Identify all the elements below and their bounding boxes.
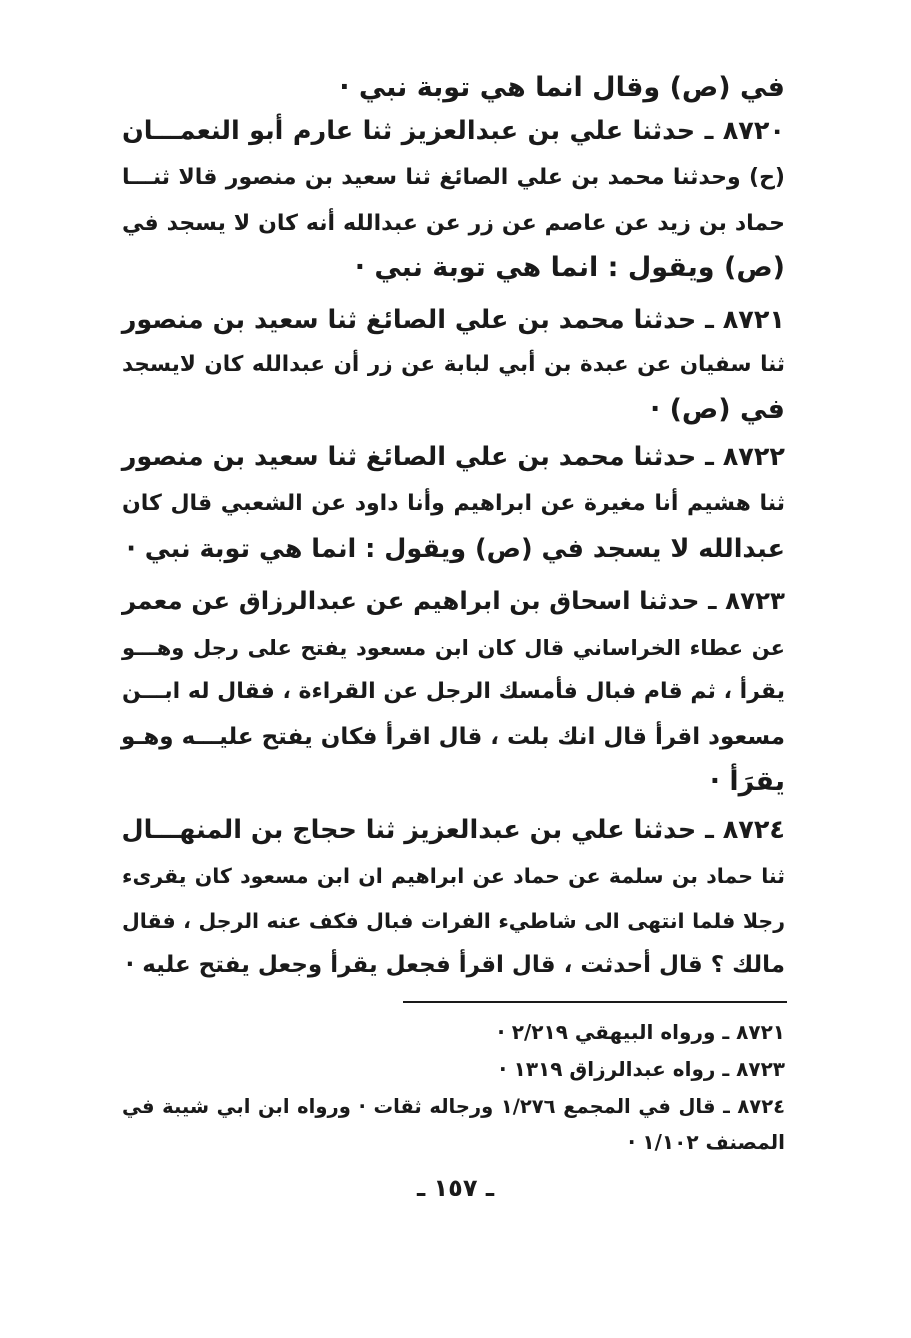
hadith-8720-line: ٨٧٢٠ ـ حدثنا علي بن عبدالعزيز ثنا عارم أبو النعمـــان [122, 116, 785, 146]
footnote-8723: ٨٧٢٣ ـ رواه عبدالرزاق ١٣١٩ · [499, 1057, 785, 1081]
footnote-8724-continued: المصنف ١/١٠٢ · [627, 1130, 785, 1154]
hadith-8721-line: ٨٧٢١ ـ حدثنا محمد بن علي الصائغ ثنا سعيد بن منصور [121, 305, 785, 335]
text-line: يقرَأ · [709, 766, 785, 797]
text-line: في (ص) · [649, 394, 785, 425]
text-line: ثنا سفيان عن عبدة بن أبي لبابة عن زر أن عبدالله كان لايسجد [122, 352, 785, 377]
text-line: (ح) وحدثنا محمد بن علي الصائغ ثنا سعيد بن منصور قالا ثنـــا [122, 165, 785, 190]
page-number: ـ ١٥٧ ـ [416, 1174, 495, 1202]
footnote-divider [403, 1001, 787, 1003]
text-line: عبدالله لا يسجد في (ص) ويقول : انما هي توبة نبي · [126, 534, 785, 564]
text-line: يقرأ ، ثم قام فبال فأمسك الرجل عن القراءة ، فقال له ابـــن [122, 679, 785, 704]
text-line: ثنا حماد بن سلمة عن حماد عن ابراهيم ان ابن مسعود كان يقرىء [122, 864, 785, 888]
text-line: ثنا هشيم أنا مغيرة عن ابراهيم وأنا داود عن الشعبي قال كان [122, 491, 785, 516]
hadith-8723-line: ٨٧٢٣ ـ حدثنا اسحاق بن ابراهيم عن عبدالرزاق عن معمر [122, 586, 785, 615]
text-line: في (ص) وقال انما هي توبة نبي · [339, 72, 785, 103]
footnote-8724: ٨٧٢٤ ـ قال في المجمع ١/٢٧٦ ورجاله ثقات · ورواه ابن ابي شيبة في [122, 1095, 785, 1118]
footnote-8721: ٨٧٢١ ـ ورواه البيهقي ٢/٢١٩ · [497, 1020, 785, 1044]
text-line: مالك ؟ قال أحدثت ، قال اقرأ فجعل يقرأ وجعل يفتح عليه · [125, 952, 785, 978]
hadith-8724-line: ٨٧٢٤ ـ حدثنا علي بن عبدالعزيز ثنا حجاج بن المنهـــال [121, 815, 785, 845]
hadith-8722-line: ٨٧٢٢ ـ حدثنا محمد بن علي الصائغ ثنا سعيد بن منصور [121, 442, 785, 472]
text-line: رجلا فلما انتهى الى شاطيء الفرات فبال فكف عنه الرجل ، فقال [122, 909, 785, 933]
text-line: حماد بن زيد عن عاصم عن زر عن عبدالله أنه كان لا يسجد في [122, 211, 785, 236]
text-line: (ص) ويقول : انما هي توبة نبي · [354, 252, 785, 283]
text-line: مسعود اقرأ قال انك بلت ، قال اقرأ فكان يفتح عليـــه وهـو [121, 724, 785, 750]
text-line: عن عطاء الخراساني قال كان ابن مسعود يفتح على رجل وهـــو [122, 636, 785, 660]
